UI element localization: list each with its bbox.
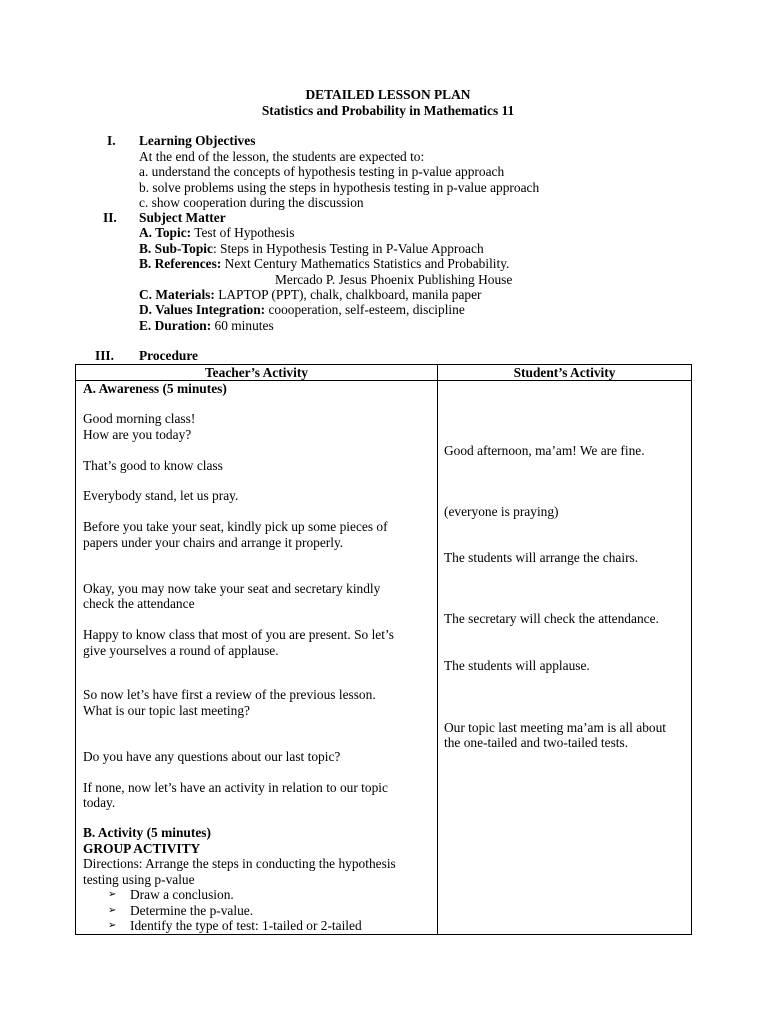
references-value: Next Century Mathematics Statistics and Probability. bbox=[221, 256, 510, 271]
references-publisher: Mercado P. Jesus Phoenix Publishing House bbox=[275, 272, 513, 287]
subtopic-line bbox=[139, 241, 484, 256]
values-value: coooperation, self-esteem, discipline bbox=[265, 302, 465, 317]
student-line: The students will arrange the chairs. bbox=[444, 550, 639, 565]
materials-line bbox=[139, 287, 482, 302]
student-line: Good afternoon, ma’am! We are fine. bbox=[444, 443, 645, 458]
group-activity-heading: GROUP ACTIVITY bbox=[83, 841, 201, 856]
column-divider bbox=[437, 365, 438, 934]
student-line: The secretary will check the attendance. bbox=[444, 611, 659, 626]
teacher-line: How are you today? bbox=[83, 427, 192, 442]
teacher-line: Happy to know class that most of you are present. So let’s bbox=[83, 627, 394, 642]
objectives-heading: Learning Objectives bbox=[139, 133, 256, 148]
page-subtitle: Statistics and Probability in Mathematics 11 bbox=[261, 103, 515, 118]
page-title: DETAILED LESSON PLAN bbox=[305, 87, 471, 102]
teacher-line: Good morning class! bbox=[83, 411, 196, 426]
section-numeral-2: II. bbox=[103, 210, 117, 225]
section-numeral-1: I. bbox=[107, 133, 116, 148]
references-label: B. References: bbox=[139, 256, 222, 271]
teacher-column-header: Teacher’s Activity bbox=[204, 365, 308, 380]
arrow-bullet-icon: ➢ bbox=[108, 920, 117, 931]
duration-label: E. Duration: bbox=[139, 318, 212, 333]
teacher-line: That’s good to know class bbox=[83, 458, 223, 473]
arrow-bullet-icon: ➢ bbox=[108, 905, 117, 916]
teacher-line: Everybody stand, let us pray. bbox=[83, 488, 239, 503]
objective-item: b. solve problems using the steps in hypothesis testing in p-value approach bbox=[139, 180, 540, 195]
values-label: D. Values Integration: bbox=[139, 302, 266, 317]
topic-line bbox=[139, 225, 294, 240]
step-item: Identify the type of test: 1-tailed or 2-tailed bbox=[130, 918, 362, 933]
subject-matter-heading: Subject Matter bbox=[139, 210, 226, 225]
activity-table bbox=[75, 364, 692, 935]
objective-item: a. understand the concepts of hypothesis testing in p-value approach bbox=[139, 164, 505, 179]
values-line bbox=[139, 302, 465, 317]
teacher-line: So now let’s have first a review of the previous lesson. bbox=[83, 687, 376, 702]
teacher-line: Before you take your seat, kindly pick up some pieces of bbox=[83, 519, 388, 534]
activity-heading: B. Activity (5 minutes) bbox=[83, 825, 211, 840]
teacher-line: give yourselves a round of applause. bbox=[83, 643, 279, 658]
teacher-line: Okay, you may now take your seat and secretary kindly bbox=[83, 581, 381, 596]
topic-value: Test of Hypothesis bbox=[191, 225, 295, 240]
teacher-line: check the attendance bbox=[83, 596, 195, 611]
teacher-line: today. bbox=[83, 795, 116, 810]
step-item: Determine the p-value. bbox=[130, 903, 254, 918]
awareness-heading: A. Awareness (5 minutes) bbox=[83, 381, 227, 396]
topic-label: A. Topic: bbox=[139, 225, 192, 240]
student-line: Our topic last meeting ma’am is all about bbox=[444, 720, 667, 735]
student-line: (everyone is praying) bbox=[444, 504, 559, 519]
section-numeral-3: III. bbox=[95, 348, 114, 363]
teacher-line: What is our topic last meeting? bbox=[83, 703, 250, 718]
duration-line bbox=[139, 318, 274, 333]
teacher-line: papers under your chairs and arrange it properly. bbox=[83, 535, 344, 550]
directions-line: Directions: Arrange the steps in conducting the hypothesis bbox=[83, 856, 396, 871]
student-line: the one-tailed and two-tailed tests. bbox=[444, 735, 629, 750]
references-line bbox=[139, 256, 509, 271]
duration-value: 60 minutes bbox=[211, 318, 274, 333]
objectives-intro: At the end of the lesson, the students are expected to: bbox=[139, 149, 425, 164]
directions-line: testing using p-value bbox=[83, 872, 195, 887]
materials-value: LAPTOP (PPT), chalk, chalkboard, manila paper bbox=[214, 287, 482, 302]
procedure-heading: Procedure bbox=[139, 348, 199, 363]
materials-label: C. Materials: bbox=[139, 287, 215, 302]
teacher-line: If none, now let’s have an activity in relation to our topic bbox=[83, 780, 388, 795]
subtopic-label: B. Sub-Topic bbox=[139, 241, 213, 256]
step-item: Draw a conclusion. bbox=[130, 887, 234, 902]
teacher-line: Do you have any questions about our last topic? bbox=[83, 749, 341, 764]
arrow-bullet-icon: ➢ bbox=[108, 889, 117, 900]
objective-item: c. show cooperation during the discussion bbox=[139, 195, 364, 210]
student-line: The students will applause. bbox=[444, 658, 590, 673]
student-column-header: Student’s Activity bbox=[513, 365, 616, 380]
subtopic-value: : Steps in Hypothesis Testing in P-Value Approach bbox=[212, 241, 484, 256]
